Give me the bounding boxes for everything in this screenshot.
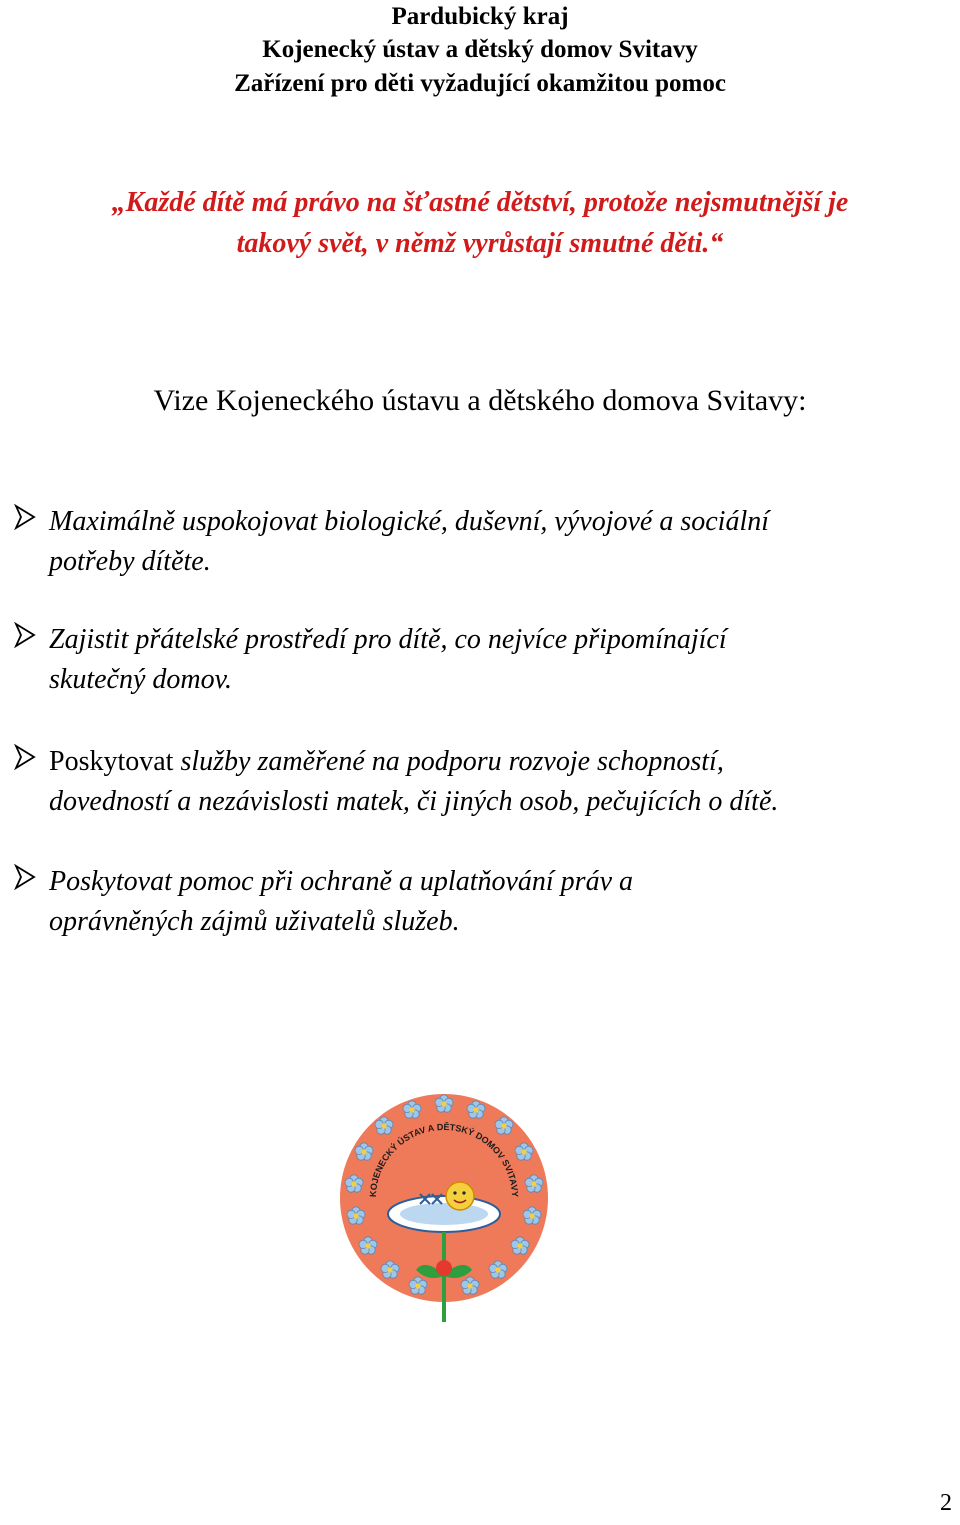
bullet-4-line-1: Poskytovat pomoc při ochraně a uplatňování práv a [49, 866, 634, 897]
institution-logo [336, 1090, 552, 1330]
arrow-bullet-icon [12, 864, 38, 890]
bullet-3-lead-word: Poskytovat [49, 746, 181, 777]
bullet-3-line-2: dovedností a nezávislosti matek, či jiných osob, pečujících o dítě. [49, 786, 779, 817]
vision-title: Vize Kojeneckého ústavu a dětského domova Svitavy: [153, 384, 807, 417]
bullet-2-line-2: skutečný domov. [49, 664, 232, 695]
bullet-3-line-1 [49, 742, 954, 782]
motto-quote [0, 182, 960, 264]
header-region: Pardubický kraj [391, 3, 569, 30]
bullet-4-line-2: oprávněných zájmů uživatelů služeb. [49, 906, 460, 937]
arrow-bullet-icon [12, 504, 38, 530]
logo-text: KOJENECKÝ ÚSTAV A DĚTSKÝ DOMOV SVITAVY [367, 1121, 521, 1198]
institution-name: Kojenecký ústav a dětský domov Svitavy [262, 36, 698, 63]
arrow-bullet-icon [12, 622, 38, 648]
motto-line-2: takový svět, v němž vyrůstají smutné děti.“ [236, 228, 724, 259]
bullet-1-line-2: potřeby dítěte. [49, 546, 211, 577]
arrow-bullet-icon [12, 744, 38, 770]
bullet-2-line-1: Zajistit přátelské prostředí pro dítě, co nejvíce připomínající [49, 624, 727, 655]
institution-subtitle: Zařízení pro děti vyžadující okamžitou pomoc [234, 70, 726, 97]
page-number: 2 [940, 1490, 952, 1516]
bullet-1-line-1: Maximálně uspokojovat biologické, duševní, vývojové a sociální [49, 506, 770, 537]
bullet-3-line-1-rest: služby zaměřené na podporu rozvoje schopností, [180, 746, 724, 777]
motto-line-1: „Každé dítě má právo na šťastné dětství, protože nejsmutnější je [111, 187, 849, 218]
